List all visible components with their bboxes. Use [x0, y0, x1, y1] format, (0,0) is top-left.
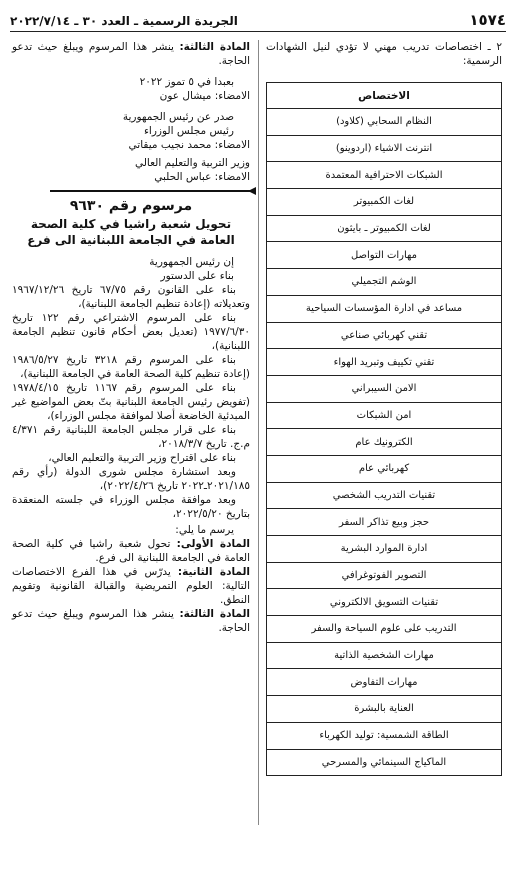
page-number: ١٥٧٤: [469, 11, 506, 29]
table-row: [267, 696, 502, 723]
article-text: يدرّس في هذا الفرع الاختصاصات التالية: العلوم التمريضية والقبالة القانونية وتقويم النطق.: [12, 566, 250, 606]
table-row: [267, 375, 502, 402]
preamble-line: بناء على المرسوم رقم ١١٦٧ تاريخ ١٩٧٨/٤/١٥ (تفويض رئيس الجامعة اللبنانية بتّ بعض المواضيع غير المبدئية الخاضعة أصلا لموافقة مجلس الوزراء)،: [12, 382, 250, 422]
section-divider: [50, 190, 250, 192]
signature-minister: الامضاء: عباس الحلبي: [154, 171, 250, 183]
preamble-line: وبعد موافقة مجلس الوزراء في جلسته المنعقدة بتاريخ ٢٠٢٢/٥/٢٠،: [12, 494, 250, 520]
table-row: [267, 429, 502, 456]
specialties-table: [266, 82, 502, 776]
table-row: [267, 109, 502, 136]
table-intro: ٢ ـ اختصاصات تدريب مهني لا تؤدي لنيل الشهادات الرسمية:: [266, 41, 502, 67]
preamble-line: بناء على اقتراح وزير التربية والتعليم العالي،: [48, 452, 236, 464]
specialties-table-body: [267, 109, 502, 776]
article-three-top: [12, 40, 250, 68]
preamble-line: بناء على المرسوم الاشتراعي رقم ١٢٢ تاريخ ١٩٧٧/٦/٣٠ (تعديل بعض أحكام قانون تنظيم الجامعة اللبنانية)،: [12, 312, 250, 352]
specialty-cell: مهارات التواصل: [267, 242, 502, 269]
table-row: [267, 242, 502, 269]
specialty-cell: امن الشبكات: [267, 402, 502, 429]
specialty-cell: العناية بالبشرة: [267, 696, 502, 723]
issued-by: صدر عن رئيس الجمهورية: [122, 111, 234, 123]
specialty-cell: تقني كهربائي صناعي: [267, 322, 502, 349]
specialty-cell: التصوير الفوتوغرافي: [267, 562, 502, 589]
article-label: المادة الثانية:: [177, 566, 250, 578]
article-label: المادة الثالثة:: [179, 41, 250, 53]
signature-president: الامضاء: ميشال عون: [159, 90, 250, 102]
article-text: ينشر هذا المرسوم ويبلغ حيث تدعو الحاجة.: [12, 41, 250, 67]
table-row: [267, 642, 502, 669]
preamble-line: وبعد استشارة مجلس شورى الدولة (رأي رقم ٢٠٢١/١٨٥ـ٢٠٢٢ تاريخ ٢٠٢٢/٤/٢٦)،: [12, 466, 250, 492]
table-row: [267, 616, 502, 643]
specialty-cell: مهارات الشخصية الذاتية: [267, 642, 502, 669]
specialty-cell: الامن السيبراني: [267, 375, 502, 402]
left-column: [12, 40, 250, 635]
decree-title: تحويل شعبة راشيا في كلية الصحة العامة في الجامعة اللبنانية الى فرع: [27, 217, 235, 247]
decree-preamble: [12, 255, 250, 521]
preamble-line: بناء على المرسوم رقم ٣٢١٨ تاريخ ١٩٨٦/٥/٢٧ (إعادة تنظيم كلية الصحة العامة في الجامعة اللبنانية)،: [12, 354, 250, 380]
specialty-cell: الماكياج السينمائي والمسرحي: [267, 749, 502, 776]
article-label: المادة الأولى:: [176, 538, 250, 550]
table-row: [267, 749, 502, 776]
table-row: [267, 589, 502, 616]
preamble-line: بناء على القانون رقم ٦٧/٧٥ تاريخ ١٩٦٧/١٢/٢٦ وتعديلاته (إعادة تنظيم الجامعة اللبنانية)،: [12, 284, 250, 310]
specialty-cell: لغات الكمبيوتر: [267, 189, 502, 216]
table-row: [267, 669, 502, 696]
table-row: [267, 455, 502, 482]
preamble-line: إن رئيس الجمهورية: [149, 256, 234, 268]
signature-prime-minister: الامضاء: محمد نجيب ميقاتي: [128, 139, 250, 151]
specialty-cell: تقنيات التسويق الالكتروني: [267, 589, 502, 616]
specialty-cell: مساعد في ادارة المؤسسات السياحية: [267, 295, 502, 322]
signing-date: بعبدا في ٥ تموز ٢٠٢٢: [139, 76, 234, 88]
table-header: الاختصاص: [267, 83, 502, 109]
specialty-cell: النظام السحابي (كلاود): [267, 109, 502, 136]
specialty-cell: تقني تكييف وتبريد الهواء: [267, 349, 502, 376]
table-row: [267, 562, 502, 589]
column-divider: [258, 40, 259, 825]
table-row: [267, 509, 502, 536]
table-row: [267, 536, 502, 563]
article-text: تحول شعبة راشيا في كلية الصحة العامة في الجامعة اللبنانية الى فرع.: [12, 538, 250, 564]
page-header: [10, 8, 506, 32]
specialty-cell: حجز وبيع تذاكر السفر: [267, 509, 502, 536]
specialty-cell: الشبكات الاحترافية المعتمدة: [267, 162, 502, 189]
specialty-cell: ادارة الموارد البشرية: [267, 536, 502, 563]
decree-number: مرسوم رقم ٩٦٣٠: [69, 198, 193, 214]
specialty-cell: لغات الكمبيوتر ـ بايثون: [267, 215, 502, 242]
table-row: [267, 482, 502, 509]
specialty-cell: تقنيات التدريب الشخصي: [267, 482, 502, 509]
preamble-line: بناء على قرار مجلس الجامعة اللبنانية رقم ٤/٣٧١ م.ج. تاريخ ٢٠١٨/٣/٧،: [12, 424, 250, 450]
specialty-cell: كهربائي عام: [267, 455, 502, 482]
specialty-cell: الطاقة الشمسية: توليد الكهرباء: [267, 722, 502, 749]
table-row: [267, 322, 502, 349]
table-row: [267, 189, 502, 216]
table-row: [267, 402, 502, 429]
specialty-cell: الكترونيك عام: [267, 429, 502, 456]
article-three: [12, 607, 250, 635]
article-two: [12, 565, 250, 607]
table-row: [267, 295, 502, 322]
table-row: [267, 162, 502, 189]
gazette-issue-title: الجريدة الرسمية ـ العدد ٣٠ ـ ٢٠٢٢/٧/١٤: [10, 14, 238, 28]
table-row: [267, 215, 502, 242]
specialty-cell: مهارات التفاوض: [267, 669, 502, 696]
minister-title: وزير التربية والتعليم العالي: [134, 157, 250, 169]
specialty-cell: التدريب على علوم السياحة والسفر: [267, 616, 502, 643]
table-row: [267, 269, 502, 296]
article-one: [12, 537, 250, 565]
table-row: [267, 349, 502, 376]
article-text: ينشر هذا المرسوم ويبلغ حيث تدعو الحاجة.: [12, 608, 250, 634]
preamble-line: بناء على الدستور: [160, 270, 234, 282]
specialty-cell: الوشم التجميلي: [267, 269, 502, 296]
right-column: [266, 40, 502, 776]
prime-minister-title: رئيس مجلس الوزراء: [143, 125, 234, 137]
article-label: المادة الثالثة:: [179, 608, 250, 620]
decrees-line: يرسم ما يلي:: [175, 524, 234, 536]
table-row: [267, 722, 502, 749]
specialty-cell: انترنت الاشياء (اردوينو): [267, 135, 502, 162]
table-row: [267, 135, 502, 162]
